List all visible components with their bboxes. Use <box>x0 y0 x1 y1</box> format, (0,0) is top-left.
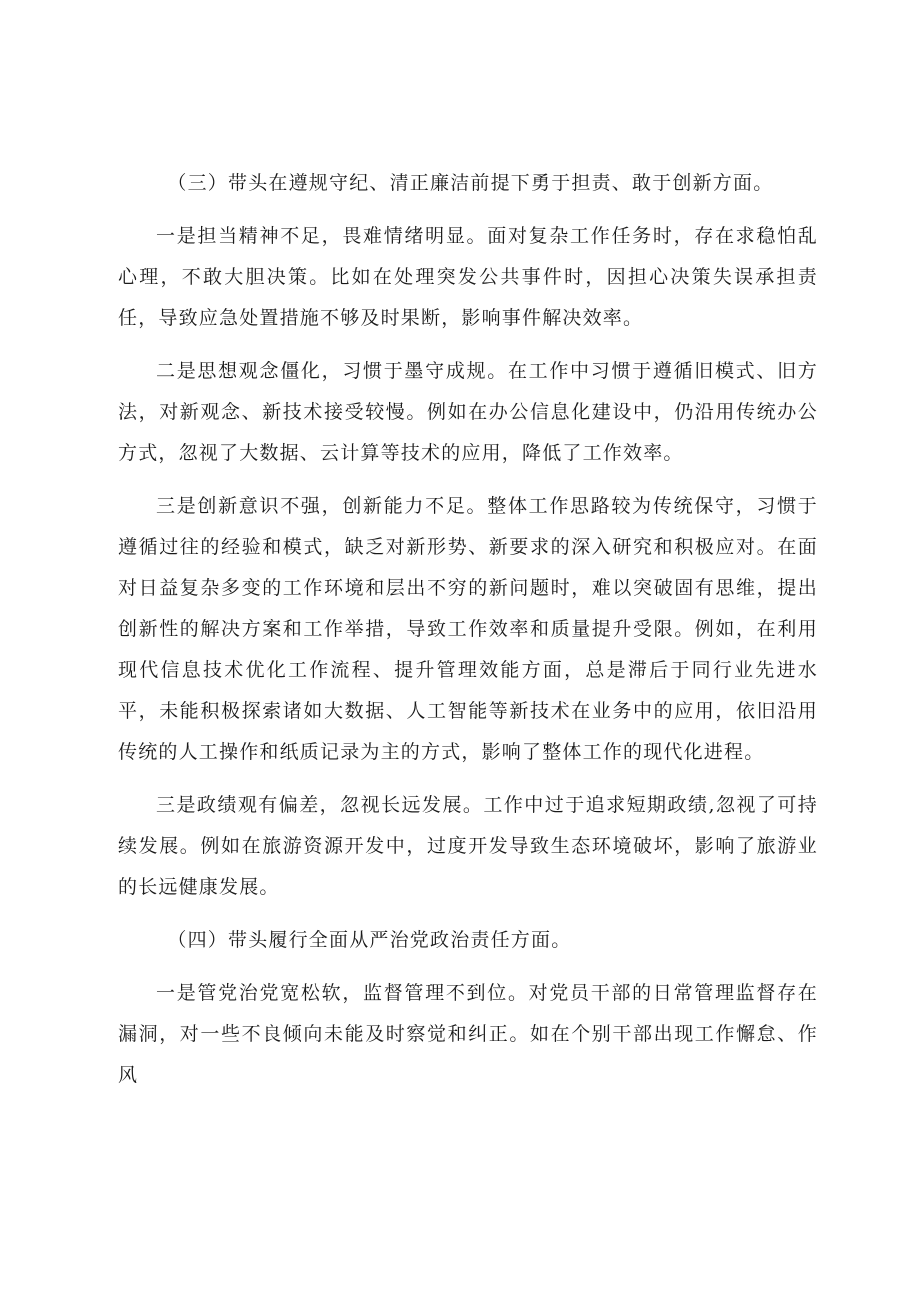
paragraph-item-1: 一是担当精神不足，畏难情绪明显。面对复杂工作任务时，存在求稳怕乱心理，不敢大胆决策。比如在处理突发公共事件时，因担心决策失误承担责任，导致应急处置措施不够及时果断，影响事件解决效率。 <box>118 225 818 329</box>
paragraph-item-3b: 三是政绩观有偏差，忽视长远发展。工作中过于追求短期政绩,忽视了可持续发展。例如在旅游资源开发中，过度开发导致生态环境破坏，影响了旅游业的长远健康发展。 <box>118 794 818 898</box>
document-body <box>118 163 818 1108</box>
paragraph-item-2: 二是思想观念僵化，习惯于墨守成规。在工作中习惯于遵循旧模式、旧方法，对新观念、新技术接受较慢。例如在办公信息化建设中，仍沿用传统办公方式，忽视了大数据、云计算等技术的应用，降低了工作效率。 <box>118 360 818 464</box>
paragraph-item-4-1: 一是管党治党宽松软，监督管理不到位。对党员干部的日常管理监督存在漏洞，对一些不良倾向未能及时察觉和纠正。如在个别干部出现工作懈怠、作风 <box>118 982 818 1086</box>
paragraph-item-3: 三是创新意识不强，创新能力不足。整体工作思路较为传统保守，习惯于遵循过往的经验和模式，缺乏对新形势、新要求的深入研究和积极应对。在面对日益复杂多变的工作环境和层出不穷的新问题时，难以突破固有思维，提出创新性的解决方案和工作举措，导致工作效率和质量提升受限。例如，在利用现代信息技术优化工作流程、提升管理效能方面，总是滞后于同行业先进水平，未能积极探索诸如大数据、人工智能等新技术在业务中的应用，依旧沿用传统的人工操作和纸质记录为主的方式，影响了整体工作的现代化进程。 <box>118 495 818 763</box>
section-heading-4: （四）带头履行全面从严治党政治责任方面。 <box>167 929 572 951</box>
section-heading-3: （三）带头在遵规守纪、清正廉洁前提下勇于担责、敢于创新方面。 <box>167 172 774 194</box>
